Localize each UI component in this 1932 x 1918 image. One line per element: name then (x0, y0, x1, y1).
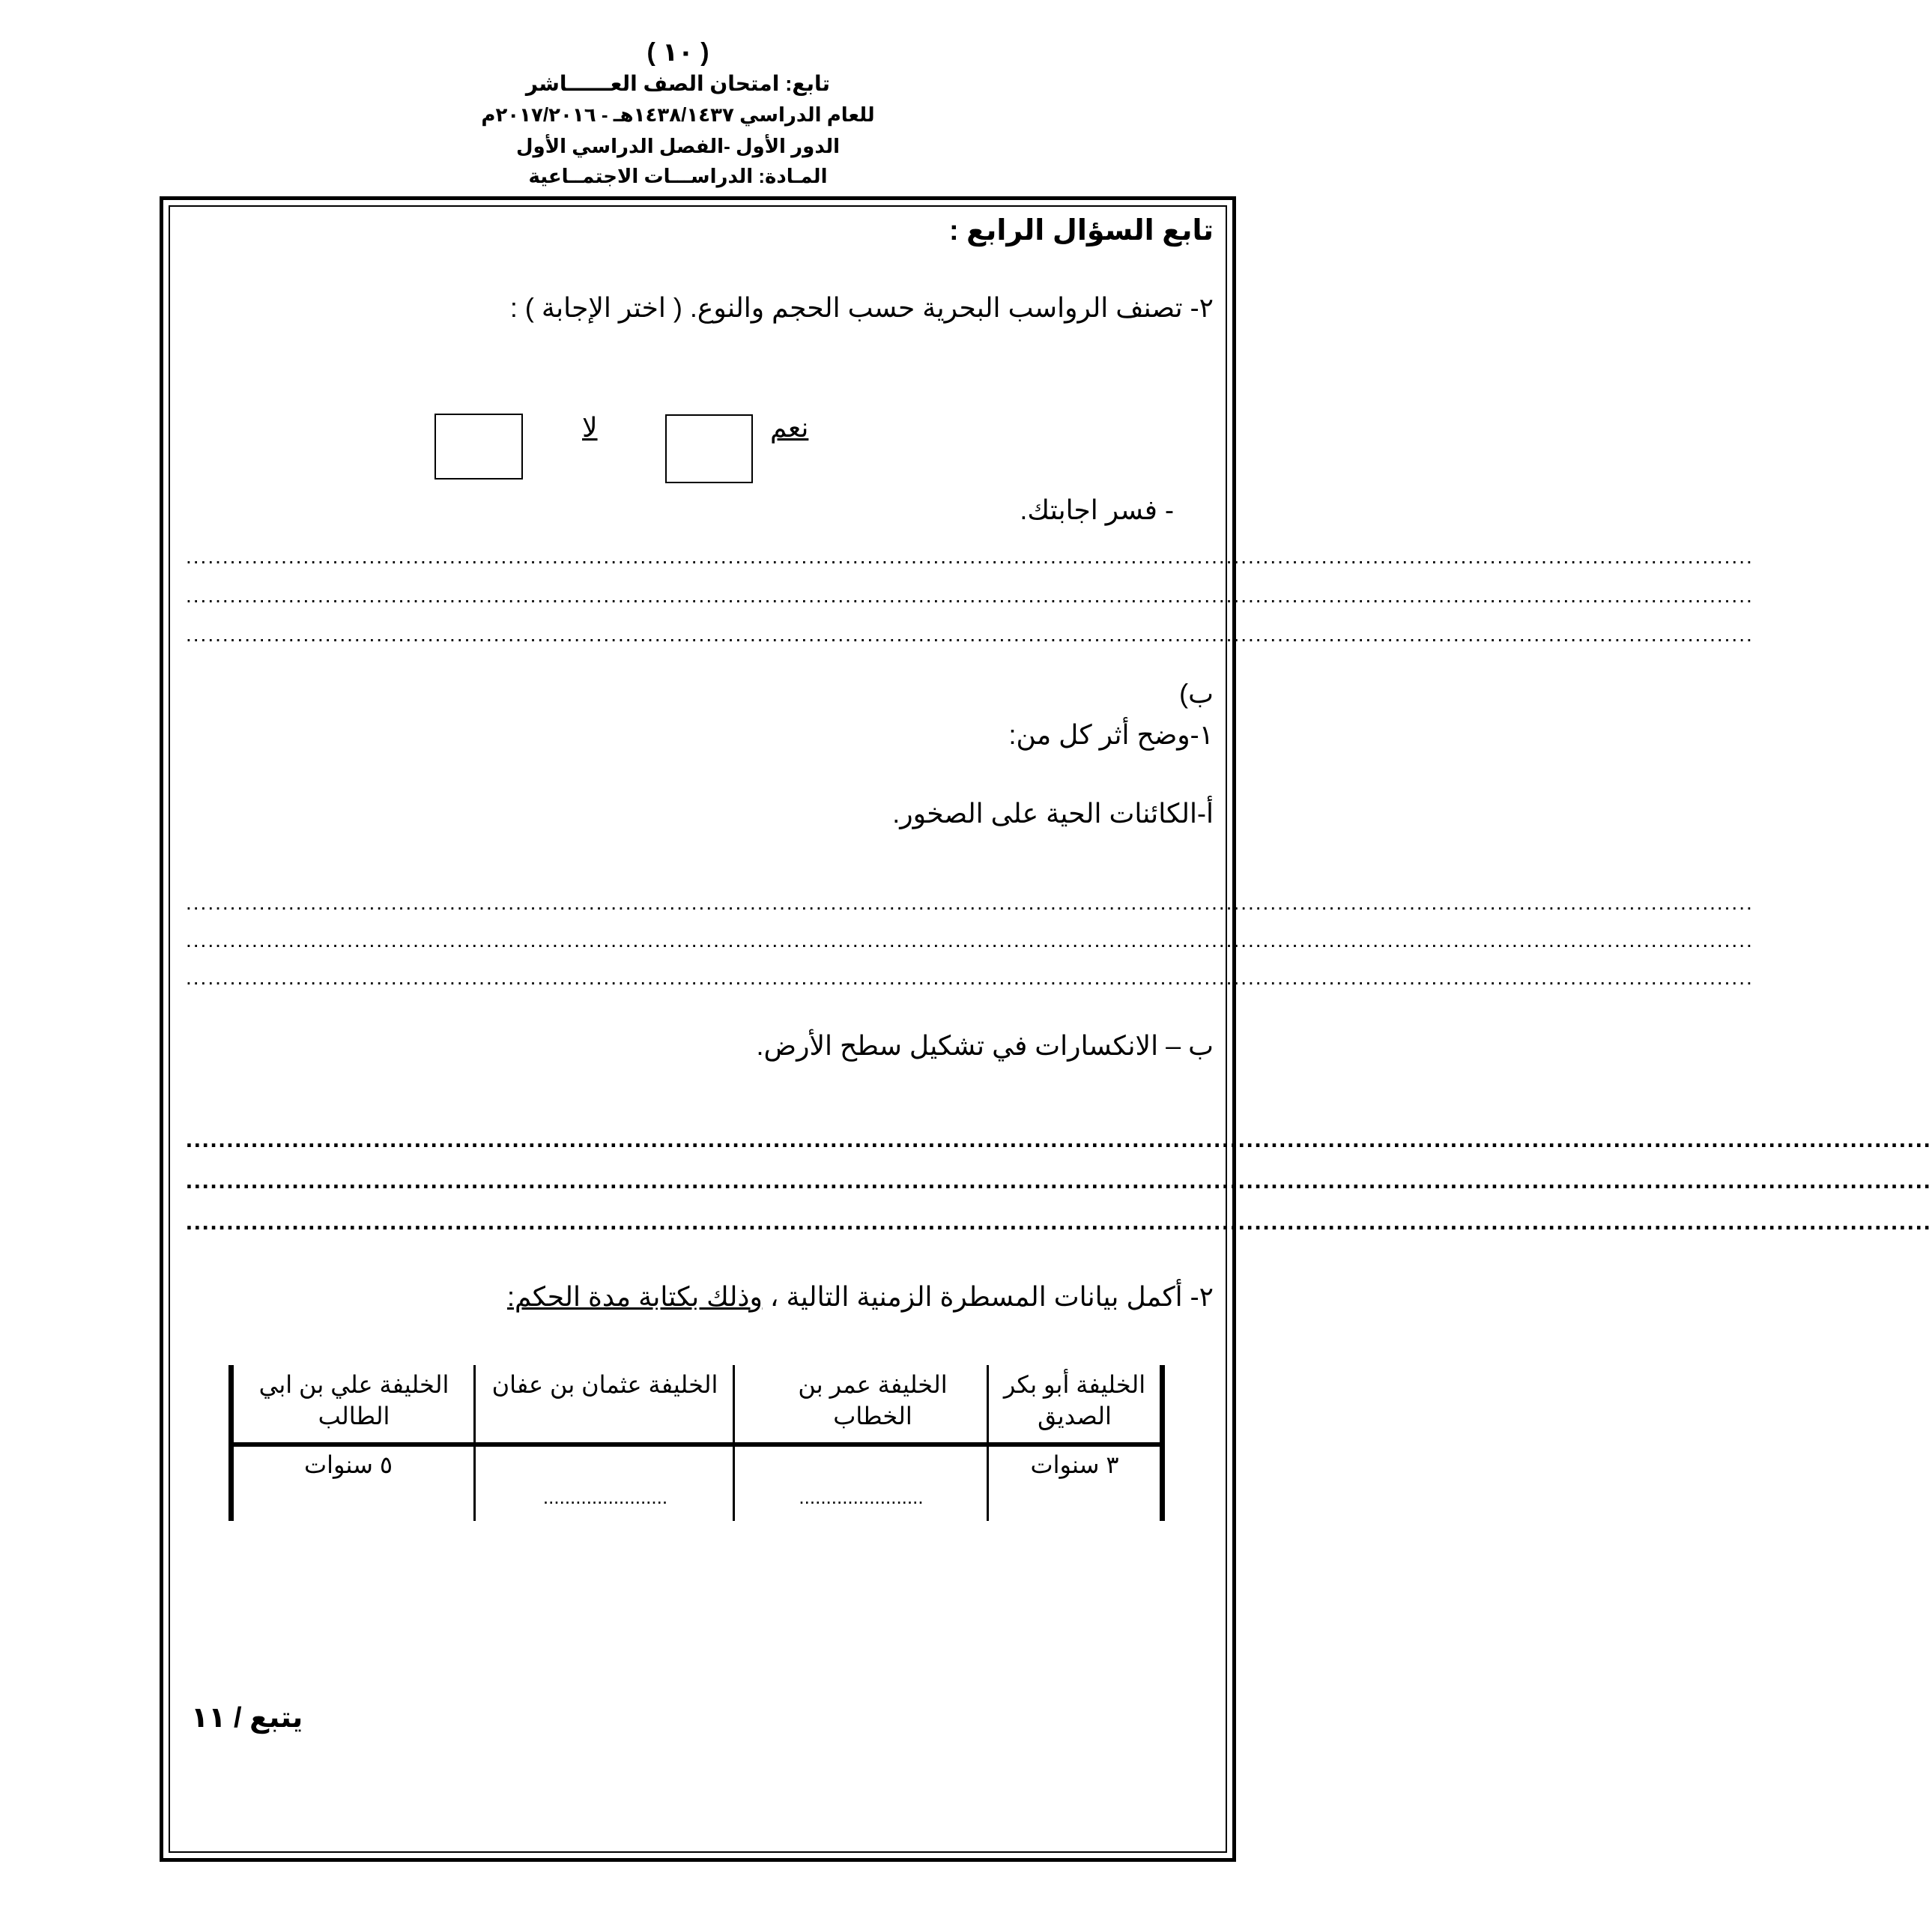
continue-label: يتبع / ١١ (191, 1702, 303, 1734)
exam-subject: المـادة: الدراســـات الاجتمــاعية (528, 165, 828, 187)
answer-line[interactable]: ...................................................................................................................................................................................................................... (186, 545, 1754, 568)
timeline-divider (473, 1365, 476, 1521)
caliph-duration-blank[interactable]: ....................... (542, 1486, 668, 1508)
section-heading: تابع السؤال الرابع : (948, 215, 1214, 246)
item-b-text: ب – الانكسارات في تشكيل سطح الأرض. (756, 1030, 1214, 1061)
part-b-label: ب) (1179, 678, 1214, 709)
answer-line[interactable]: ...................................................................................................................................................................................................................... (186, 1208, 1932, 1235)
exam-session: الدور الأول -الفصل الدراسي الأول (515, 135, 841, 157)
timeline-divider (733, 1365, 735, 1521)
caliph-duration: ٣ سنوات (1030, 1451, 1119, 1478)
no-checkbox[interactable] (434, 414, 523, 480)
answer-line[interactable]: ...................................................................................................................................................................................................................... (186, 584, 1754, 607)
timeline-ruler (228, 1365, 1165, 1521)
yes-checkbox[interactable] (665, 414, 753, 483)
page-number: ( ١٠ ) (646, 38, 709, 67)
academic-year: للعام الدراسي ١٤٣٨/١٤٣٧هـ - ٢٠١٧/٢٠١٦م (481, 103, 875, 126)
no-label: لا (582, 412, 598, 443)
caliph-duration-blank[interactable]: ....................... (799, 1486, 924, 1508)
timeline-question-underlined: وذلك بكتابة مدة الحكم: (506, 1281, 763, 1312)
question-statement: ٢- تصنف الرواسب البحرية حسب الحجم والنوع. ( اختر الإجابة ) : (509, 292, 1214, 323)
answer-line[interactable]: ...................................................................................................................................................................................................................... (186, 1125, 1932, 1152)
answer-line[interactable]: ...................................................................................................................................................................................................................... (186, 891, 1754, 914)
answer-line[interactable]: ...................................................................................................................................................................................................................... (186, 966, 1754, 989)
answer-line[interactable]: ...................................................................................................................................................................................................................... (186, 928, 1754, 952)
answer-line[interactable]: ...................................................................................................................................................................................................................... (186, 1167, 1932, 1194)
explain-label: - فسر اجابتك. (1020, 494, 1174, 525)
instruction-text: ١-وضح أثر كل من: (1008, 719, 1214, 750)
answer-line[interactable]: ...................................................................................................................................................................................................................... (186, 623, 1754, 646)
caliph-name: الخليفة عثمان بن عفان (491, 1371, 718, 1398)
yes-label: نعم (770, 412, 809, 443)
caliph-name: الخليفة أبو بكر الصديق (1003, 1371, 1146, 1430)
timeline-question (507, 1281, 1214, 1313)
caliph-duration: ٥ سنوات (303, 1451, 393, 1478)
item-a-text: أ-الكائنات الحية على الصخور. (892, 798, 1214, 829)
caliph-name: الخليفة علي بن ابي الطالب (258, 1371, 449, 1430)
caliph-name: الخليفة عمر بن الخطاب (798, 1371, 948, 1430)
timeline-divider (987, 1365, 989, 1521)
timeline-axis (228, 1442, 1165, 1447)
exam-title: تابع: امتحان الصف العــــــاشر (525, 72, 831, 95)
timeline-question-prefix: ٢- أكمل بيانات المسطرة الزمنية التالية ، (762, 1281, 1214, 1312)
